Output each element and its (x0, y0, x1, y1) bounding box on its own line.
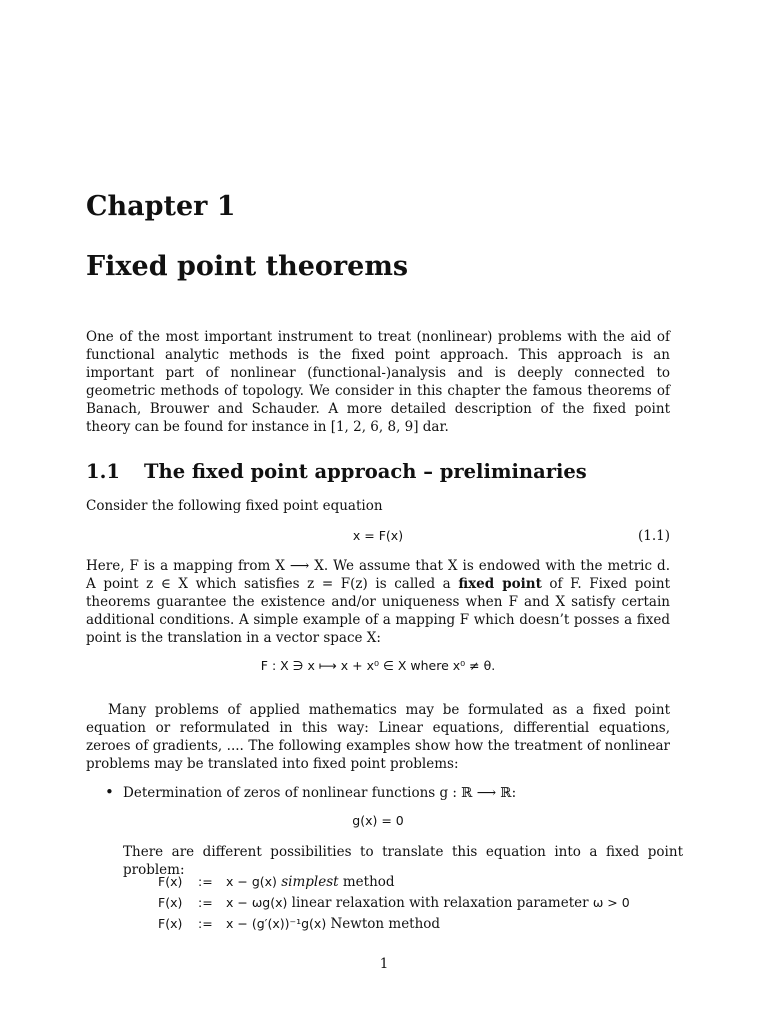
translation-equation-body: F : X ∋ x ⟼ x + x⁰ ∈ X where x⁰ ≠ θ. (260, 658, 496, 673)
consider-text: Consider the following fixed point equation (86, 498, 383, 514)
applications-paragraph: Many problems of applied mathematics may be formulated as a fixed point equation or reformulated in this way: Linear equations, differential equations, zeroes of gradients, .... The following examples show how the treatment of nonlinear problems may be translated into fixed point problems: (86, 702, 670, 772)
bullet-text: Determination of zeros of nonlinear functions g : ℝ ⟶ ℝ: (123, 785, 517, 801)
intro-paragraph: One of the most important instrument to treat (nonlinear) problems with the aid of functional analytic methods is the fixed point approach. This approach is an important part of nonlinear (functional-)analysis and is deeply connected to geometric methods of topology. We consider in this chapter the famous theorems of Banach, Brouwer and Schauder. A more detailed description of the fixed point theory can be found for instance in [1, 2, 6, 8, 9] dar. (86, 329, 670, 435)
page-number: 1 (379, 956, 389, 972)
zero-equation (86, 812, 670, 830)
method-assign: := (198, 874, 213, 889)
section-number: 1.1 (86, 460, 120, 483)
method-lhs: F(x) (158, 916, 183, 931)
method-row-simplest (158, 873, 630, 894)
equation-1-1 (86, 527, 670, 545)
fixed-point-term: fixed point (458, 576, 542, 592)
possibilities-text: There are different possibilities to translate this equation into a fixed point problem: (123, 844, 683, 878)
here-paragraph-part2: of F. Fixed point theorems guarantee the existence and/or uniqueness when F and X satisfy certain additional conditions. A simple example of a mapping F which doesn’t posses a fixed point is the translation in a vector space X: (86, 576, 670, 646)
section-heading (86, 459, 587, 485)
chapter-title: Fixed point theorems (86, 251, 409, 282)
method-assign: := (198, 916, 213, 931)
translation-equation (86, 657, 670, 675)
method-equation-array (158, 873, 630, 936)
method-desc-tail: ω > 0 (592, 895, 630, 910)
bullet-symbol: • (105, 783, 114, 801)
method-desc-tail: method (338, 874, 395, 890)
method-row-newton (158, 915, 630, 936)
method-desc: linear relaxation with relaxation parameter (287, 895, 593, 911)
method-rhs: x − (g′(x))⁻¹g(x) (226, 916, 327, 931)
equation-number: (1.1) (637, 528, 670, 544)
bullet-item (105, 783, 670, 802)
method-desc: Newton method (326, 916, 441, 932)
method-rhs: x − g(x) (226, 874, 277, 889)
method-row-relaxation (158, 894, 630, 915)
zero-equation-body: g(x) = 0 (352, 813, 404, 828)
here-paragraph-part1: Here, F is a mapping from X ⟶ X. We assume that X is endowed with the metric d. A point z ∈ X which satisfies z = F(z) is called a (86, 558, 670, 592)
equation-1-1-body: x = F(x) (352, 528, 404, 543)
method-rhs: x − ωg(x) (226, 895, 288, 910)
chapter-label: Chapter 1 (86, 191, 236, 222)
here-paragraph (86, 557, 670, 647)
method-assign: := (198, 895, 213, 910)
section-title-text: The fixed point approach – preliminaries (144, 460, 587, 483)
method-lhs: F(x) (158, 874, 183, 889)
method-lhs: F(x) (158, 895, 183, 910)
method-desc-italic: simplest (281, 874, 339, 890)
